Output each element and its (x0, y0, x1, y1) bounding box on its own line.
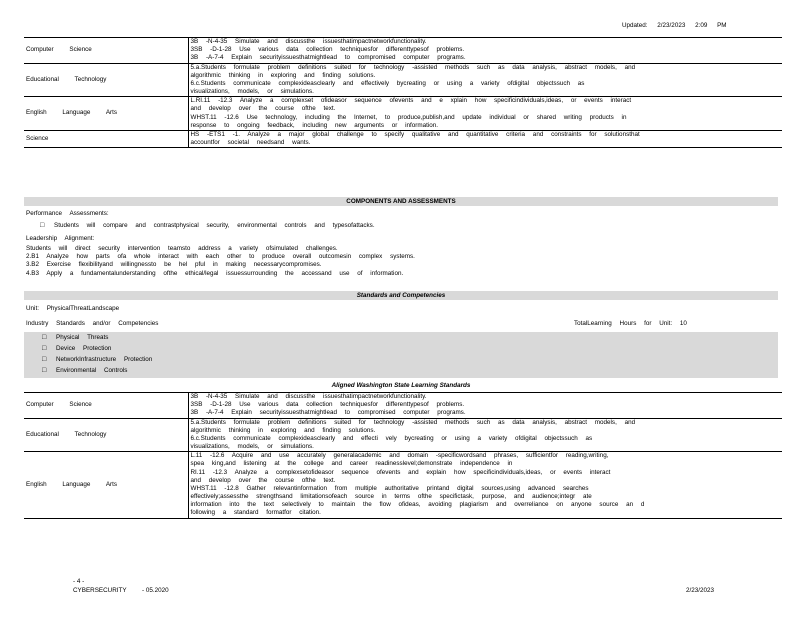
standards-row (24, 130, 782, 147)
standard-line: 3B -A-7-4 Explain securityissuesthatmightlead to compromised computer programs. (190, 54, 466, 62)
standards-text (188, 63, 782, 97)
leadership-lines (26, 245, 415, 278)
competencies-box (24, 332, 778, 378)
bottom-standards-table (24, 392, 782, 519)
standard-line: 6.c.Students communicate complexideasclearly and effectively bycreating or using a variety ofdigital objectssuch as (190, 79, 585, 87)
competency-item: □ NetworkInfrastructure Protection (42, 356, 153, 363)
leadership-line: Students will direct security intervention teamsto address a variety ofsimulated challenges. (26, 245, 338, 252)
standard-line: accountfor societal needsand wants. (190, 139, 311, 147)
competency-item: □ Environmental Controls (42, 367, 128, 374)
standards-row (24, 97, 782, 131)
standard-line: and develop over the course ofthe text. (190, 476, 336, 484)
standard-line: algorithmic thinking in exploring and finding solutions. (190, 426, 376, 434)
standard-line: 3B -N-4-35 Simulate and discussthe issuesthatimpactnetworkfunctionality. (190, 38, 427, 45)
bullet-icon: □ (42, 334, 47, 341)
standard-line: and develop over the course ofthe text. (190, 105, 336, 113)
bullet-icon: □ (42, 356, 47, 363)
standards-text (188, 38, 782, 64)
leadership-line: 4.B3 Apply a fundamentalunderstanding ofthe ethical/legal issuessurrounding the accessand use of information. (26, 269, 404, 277)
standards-text (188, 418, 782, 452)
bullet-icon: □ (42, 367, 47, 374)
updated-timestamp: Updated: 2/23/2023 2:09 PM (622, 22, 727, 29)
leadership-line: 3.B2 Exercise flexibilityand willingnessto be hel pful in making necessarycompromises. (26, 261, 322, 269)
standards-text (188, 97, 782, 131)
standards-text (188, 393, 782, 419)
standard-line: algorithmic thinking in exploring and finding solutions. (190, 71, 376, 79)
standard-line: 5.a.Students formulate problem definitions suited for technology -assisted methods such as data analysis, abstract models, and (190, 63, 636, 71)
standard-line: effectively;assessthe strengthsand limitationsofeach source in terms ofthe specifictask, purpose, and audience;integr ate (190, 493, 592, 501)
standards-row (24, 393, 782, 419)
standards-row (24, 38, 782, 64)
performance-item: □ Students will compare and contrastphysical security, environmental controls and typesofattacks. (40, 222, 375, 229)
standard-line: WHST.11 -12.8 Gather relevantinformation from multiple authoritative printand digital sources,using advanced searches (190, 484, 589, 492)
standards-text (188, 452, 782, 518)
subject-label: Educational Technology (24, 63, 188, 97)
leadership-line: 2.B1 Analyze how parts ofa whole interact with each other to produce overall outcomesin complex systems. (26, 253, 415, 261)
subject-label: English Language Arts (24, 97, 188, 131)
competency-item: □ Physical Threats (42, 334, 109, 341)
standard-line: response to ongoing feedback, including new arguments or information. (190, 121, 439, 129)
standard-line: 3B -N-4-35 Simulate and discussthe issuesthatimpactnetworkfunctionality. (190, 393, 427, 400)
aligned-heading: Aligned Washington State Learning Standards (24, 381, 778, 390)
subject-label: Computer Science (24, 393, 188, 419)
standards-row (24, 63, 782, 97)
standards-row (24, 418, 782, 452)
standard-line: 3SB -D-1-28 Use various data collection techniquesfor differenttypesof problems. (190, 46, 465, 54)
standard-line: HS -ETS1 -1. Analyze a major global challenge to specify qualitative and quantitative criteria and constraints for solutionsthat (190, 130, 640, 138)
footer-course: CYBERSECURITY (73, 587, 127, 594)
standard-line: visualizations, models, or simulations. (190, 88, 314, 96)
bullet-icon: □ (40, 222, 45, 229)
components-heading: COMPONENTS AND ASSESSMENTS (24, 197, 778, 206)
unit-line: Unit: PhysicalThreatLandscape (26, 305, 120, 312)
standards-text (188, 130, 782, 147)
standard-line: L.RI.11 -12.3 Analyze a complexset ofideasor sequence ofevents and e xplain how specificindividuals,ideas, or events interact (190, 97, 632, 105)
standard-line: spea king,and listening at the college and career readinesslevel;demonstrate independence in (190, 460, 513, 468)
standard-line: 3SB -D-1-28 Use various data collection techniquesfor differenttypesof problems. (190, 401, 465, 409)
standard-line: 5.a.Students formulate problem definitions suited for technology -assisted methods such as data analysis, abstract models, and (190, 418, 636, 426)
performance-title: Performance Assessments: (26, 210, 109, 217)
standard-line: 3B -A-7-4 Explain securityissuesthatmightlead to compromised computer programs. (190, 409, 466, 417)
standard-line: information into the text selectively to maintain the flow ofideas, avoiding plagiarism and overreliance on anyone source an d (190, 501, 645, 509)
total-hours: TotalLearning Hours for Unit: 10 (574, 320, 687, 327)
standards-heading: Standards and Competencies (24, 291, 778, 300)
industry-heading: Industry Standards and/or Competencies (26, 320, 159, 327)
page-number: - 4 - (73, 578, 85, 585)
standard-line: WHST.11 -12.6 Use technology, including the Internet, to produce,publish,and update individual or shared writing products in (190, 113, 627, 121)
footer-date: 2/23/2023 (686, 587, 715, 594)
standard-line: L.11 -12.6 Acquire and use accurately generalacademic and domain -specificwordsand phrases, sufficientfor reading,writing, (190, 452, 609, 460)
standard-line: 6.c.Students communicate complexideasclearly and effecti vely bycreating or using a variety ofdigital objectssuch as (190, 434, 593, 442)
leadership-title: Leadership Alignment: (26, 235, 95, 242)
bullet-icon: □ (42, 345, 47, 352)
top-standards-table (24, 37, 782, 148)
standards-row (24, 452, 782, 518)
standard-line: RI.11 -12.3 Analyze a complexsetofideasor sequence ofevents and explain how specificindividuals,ideas, or events interact (190, 468, 611, 476)
competency-item: □ Device Protection (42, 345, 112, 352)
standard-line: visualizations, models, or simulations. (190, 443, 314, 451)
subject-label: Computer Science (24, 38, 188, 64)
subject-label: Science (24, 130, 188, 147)
subject-label: English Language Arts (24, 452, 188, 518)
footer-code: - 05.2020 (142, 587, 169, 594)
subject-label: Educational Technology (24, 418, 188, 452)
standard-line: following a standard formatfor citation. (190, 509, 321, 517)
